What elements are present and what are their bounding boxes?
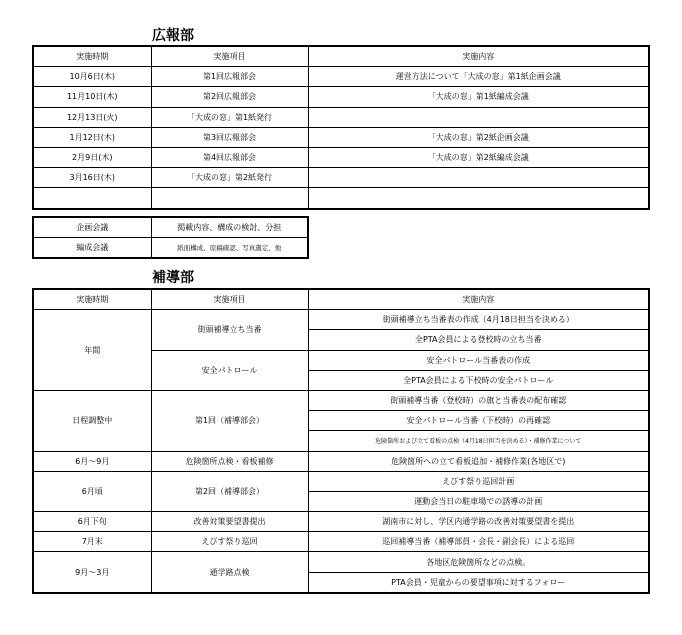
cell: 11月10日(木) <box>33 87 151 107</box>
cell: 安全パトロール <box>151 350 308 390</box>
cell: 危険箇所および立て看板の点検（4月18日担当を決める）・補修作業について <box>308 431 649 451</box>
cell: 紙面構成、原稿確認、写真選定、他 <box>151 238 308 259</box>
table-row <box>33 147 649 167</box>
table-header-row <box>33 289 649 310</box>
table-row <box>33 532 649 552</box>
cell: 6月頃 <box>33 471 151 511</box>
cell: 湖南市に対し、学区内通学路の改善対策要望書を提出 <box>308 512 649 532</box>
cell: 通学路点検 <box>151 552 308 593</box>
header-cell: 実施時期 <box>33 289 151 310</box>
cell: 街頭補導立ち当番表の作成（4月18日担当を決める） <box>308 310 649 330</box>
cell: 街頭補導立ち当番 <box>151 310 308 350</box>
cell: 6月〜9月 <box>33 451 151 471</box>
cell <box>308 107 649 127</box>
header-cell: 実施時期 <box>33 46 151 67</box>
table-row <box>33 168 649 188</box>
table-row <box>33 451 649 471</box>
cell: 3月16日(木) <box>33 168 151 188</box>
cell: 第1回広報部会 <box>151 67 308 87</box>
table-row <box>33 552 649 572</box>
cell: 街頭補導当番（登校時）の旗と当番表の配布確認 <box>308 390 649 410</box>
hodou-title: 補導部 <box>152 270 194 286</box>
cell: 「大成の窓」第1紙発行 <box>151 107 308 127</box>
table-row <box>33 310 649 330</box>
cell: 第4回広報部会 <box>151 147 308 167</box>
cell: えびす祭り巡回 <box>151 532 308 552</box>
cell <box>308 188 649 209</box>
table-row <box>33 471 649 491</box>
cell <box>33 188 151 209</box>
cell: 安全パトロール当番表の作成 <box>308 350 649 370</box>
cell: 日程調整中 <box>33 390 151 451</box>
cell: 掲載内容、構成の検討、分担 <box>151 217 308 238</box>
cell: えびす祭り巡回計画 <box>308 471 649 491</box>
cell: 2月9日(木) <box>33 147 151 167</box>
cell: 編成会議 <box>33 238 151 259</box>
cell: 安全パトロール当番（下校時）の再確認 <box>308 411 649 431</box>
cell: 「大成の窓」第2紙企画会議 <box>308 127 649 147</box>
cell: 6月下旬 <box>33 512 151 532</box>
table-row <box>33 107 649 127</box>
cell: 運動会当日の駐車場での誘導の計画 <box>308 491 649 511</box>
cell <box>308 168 649 188</box>
cell: 第1回（補導部会） <box>151 390 308 451</box>
cell: 改善対策要望書提出 <box>151 512 308 532</box>
table-row <box>33 238 308 259</box>
cell: 全PTA会員による登校時の立ち当番 <box>308 330 649 350</box>
cell: 第2回広報部会 <box>151 87 308 107</box>
cell: 第3回広報部会 <box>151 127 308 147</box>
cell: 9月〜3月 <box>33 552 151 593</box>
cell: 1月12日(木) <box>33 127 151 147</box>
cell: 各地区危険箇所などの点検。 <box>308 552 649 572</box>
header-cell: 実施項目 <box>151 46 308 67</box>
cell: 第2回（補導部会） <box>151 471 308 511</box>
table-row <box>33 390 649 410</box>
cell <box>151 188 308 209</box>
table-row <box>33 188 649 209</box>
kouhou-title: 広報部 <box>152 28 194 44</box>
cell: 運営方法について「大成の窓」第1紙企画会議 <box>308 67 649 87</box>
cell: 「大成の窓」第2紙編成会議 <box>308 147 649 167</box>
cell: 10月6日(木) <box>33 67 151 87</box>
cell: 「大成の窓」第1紙編成会議 <box>308 87 649 107</box>
table-header-row <box>33 46 649 67</box>
cell: 全PTA会員による下校時の安全パトロール <box>308 370 649 390</box>
cell: 企画会議 <box>33 217 151 238</box>
hodou-table <box>32 288 650 594</box>
kouhou-table <box>32 45 650 210</box>
cell: 巡回補導当番（補導部員・会長・副会長）による巡回 <box>308 532 649 552</box>
table-row <box>33 512 649 532</box>
header-cell: 実施内容 <box>308 46 649 67</box>
table-row <box>33 217 308 238</box>
header-cell: 実施内容 <box>308 289 649 310</box>
table-row <box>33 127 649 147</box>
cell: 危険箇所点検・看板補修 <box>151 451 308 471</box>
cell: 「大成の窓」第2紙発行 <box>151 168 308 188</box>
cell: PTA会員・児童からの要望事項に対するフォロー <box>308 572 649 593</box>
table-row <box>33 87 649 107</box>
meeting-legend-table <box>32 216 309 259</box>
table-row <box>33 67 649 87</box>
cell: 年間 <box>33 310 151 391</box>
cell: 危険箇所への立て看板追加・補修作業(各地区で) <box>308 451 649 471</box>
header-cell: 実施項目 <box>151 289 308 310</box>
cell: 7月末 <box>33 532 151 552</box>
cell: 12月13日(火) <box>33 107 151 127</box>
